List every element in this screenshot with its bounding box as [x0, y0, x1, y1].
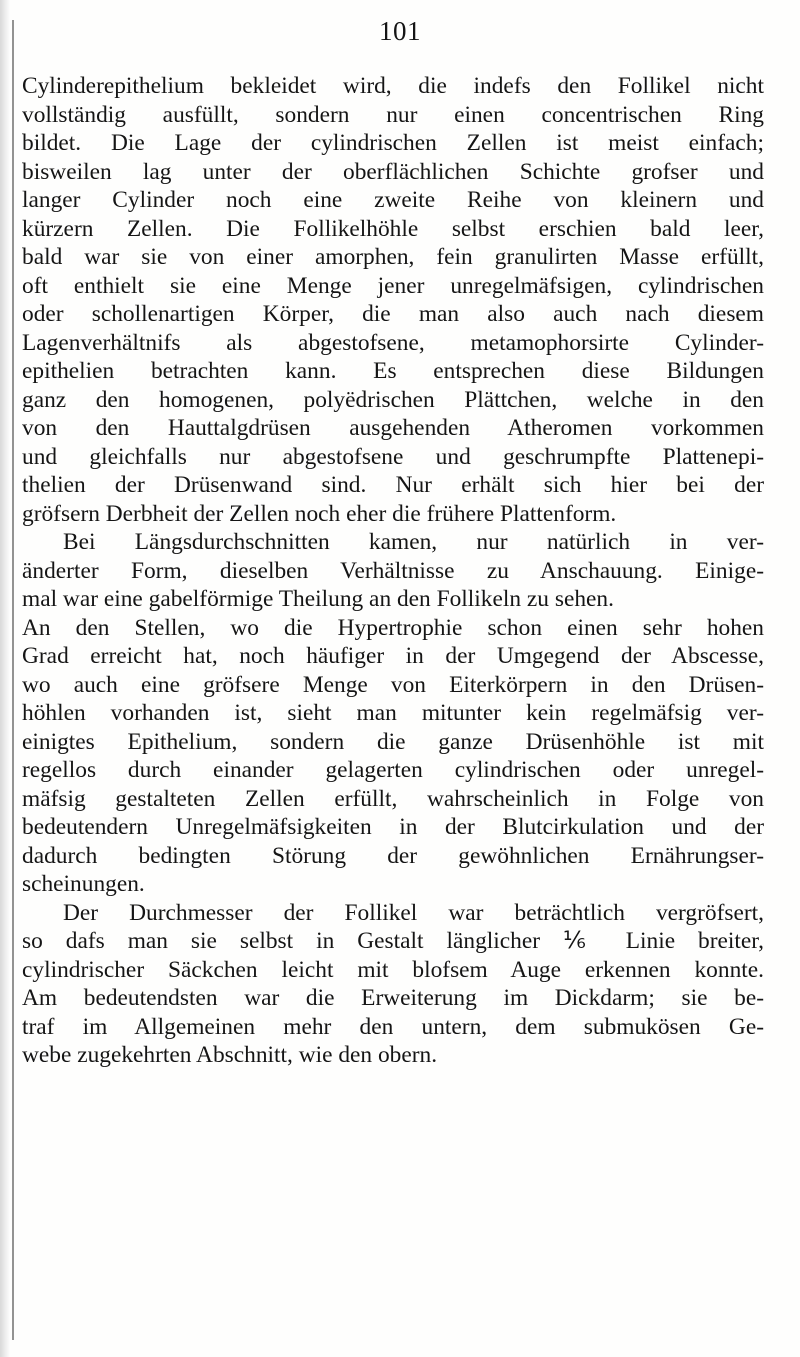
text-line: so dafs man sie selbst in Gestalt länglicher ⅙ Linie breiter, [22, 928, 764, 954]
text-line: epithelien betrachten kann. Es entsprechen diese Bildungen [22, 358, 764, 384]
body-text [22, 72, 764, 1070]
text-line: und gleichfalls nur abgestofsene und geschrumpfte Plattenepi- [22, 443, 764, 470]
text-line: Am bedeutendsten war die Erweiterung im Dickdarm; sie be- [22, 985, 764, 1011]
text-line: oder schollenartigen Körper, die man also auch nach diesem [22, 301, 764, 327]
text-line: Grad erreicht hat, noch häufiger in der Umgegend der Abscesse, [22, 643, 764, 669]
text-line: Cylinderepithelium bekleidet wird, die indefs den Follikel nicht [22, 73, 764, 99]
text-line: einigtes Epithelium, sondern die ganze Drüsenhöhle ist mit [22, 728, 764, 755]
text-line: von den Hauttalgdrüsen ausgehenden Atheromen vorkommen [22, 415, 764, 441]
page-gutter-shadow [0, 0, 10, 1357]
text-line: gröfsern Derbheit der Zellen noch eher die frühere Plattenform. [22, 500, 617, 527]
text-line: regellos durch einander gelagerten cylindrischen oder unregel- [22, 757, 764, 783]
text-line: kürzern Zellen. Die Follikelhöhle selbst erschien bald leer, [22, 215, 764, 242]
text-line: wo auch eine gröfsere Menge von Eiterkörpern in den Drüsen- [22, 671, 764, 698]
text-line: bisweilen lag unter der oberflächlichen Schichte grofser und [22, 158, 764, 185]
text-line: An den Stellen, wo die Hypertrophie schon einen sehr hohen [22, 614, 764, 641]
text-line: webe zugekehrten Abschnitt, wie den obern. [22, 1042, 438, 1068]
text-line-paragraph-start: Der Durchmesser der Follikel war beträchtlich vergröfsert, [63, 899, 764, 926]
text-line: thelien der Drüsenwand sind. Nur erhält sich hier bei der [22, 472, 764, 498]
text-line: oft enthielt sie eine Menge jener unregelmäfsigen, cylindrischen [22, 272, 764, 299]
text-line: vollständig ausfüllt, sondern nur einen concentrischen Ring [22, 101, 764, 128]
text-line: änderter Form, dieselben Verhältnisse zu Anschauung. Einige- [22, 557, 764, 584]
text-line: bildet. Die Lage der cylindrischen Zellen ist meist einfach; [22, 130, 764, 156]
text-line: mäfsig gestalteten Zellen erfüllt, wahrscheinlich in Folge von [22, 785, 764, 812]
page-edge-line [12, 20, 14, 1340]
text-line: ganz den homogenen, polyëdrischen Plättchen, welche in den [22, 386, 764, 413]
page-number: 101 [379, 16, 421, 46]
text-line: dadurch bedingten Störung der gewöhnlichen Ernährungser- [22, 842, 764, 869]
text-line: bedeutendern Unregelmäfsigkeiten in der Blutcirkulation und der [22, 814, 764, 840]
text-line: Lagenverhältnifs als abgestofsene, metamophorsirte Cylinder- [22, 329, 764, 356]
text-line-paragraph-start: Bei Längsdurchschnitten kamen, nur natürlich in ver- [63, 529, 764, 555]
text-line: bald war sie von einer amorphen, fein granulirten Masse erfüllt, [22, 244, 764, 270]
text-line: mal war eine gabelförmige Theilung an den Follikeln zu sehen. [22, 586, 614, 612]
text-line: langer Cylinder noch eine zweite Reihe von kleinern und [22, 187, 764, 213]
text-line: traf im Allgemeinen mehr den untern, dem submukösen Ge- [22, 1013, 764, 1040]
text-line: scheinungen. [22, 871, 145, 897]
text-line: höhlen vorhanden ist, sieht man mitunter kein regelmäfsig ver- [22, 700, 764, 726]
text-line: cylindrischer Säckchen leicht mit blofsem Auge erkennen konnte. [22, 956, 764, 983]
